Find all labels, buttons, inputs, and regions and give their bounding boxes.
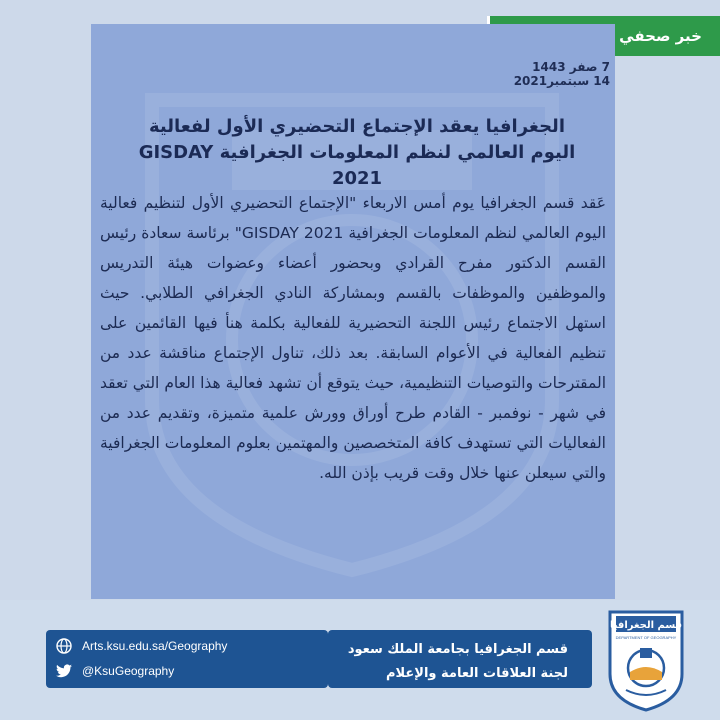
date-block bbox=[514, 60, 610, 88]
globe-icon bbox=[56, 638, 72, 654]
title-line-2: اليوم العالمي لنظم المعلومات الجغرافية GISDAY 2021 bbox=[138, 142, 576, 189]
gregorian-date: 14 سبتمبر2021 bbox=[513, 74, 610, 88]
website-link[interactable]: Arts.ksu.edu.sa/Geography bbox=[82, 639, 228, 653]
article-body: عَقد قسم الجغرافيا يوم أمس الاربعاء "الإجتماع التحضيري الأول لتنظيم فعالية اليوم العالمي لنظم المعلومات الجغرافية GISDAY 2021" برئاسة سعادة رئيس القسم الدكتور مفرح القرادي وبحضور أعضاء وعضوات هيئة التدريس والموظفين والموظفات بالقسم وبمشاركة النادي الجغرافي الطلابي. حيث استهل الاجتماع رئيس اللجنة التحضيرية للفعالية بكلمة هنأ فيها القائمين على تنظيم الفعالية في الأعوام السابقة. بعد ذلك، تناول الإجتماع مناقشة عدد من المقترحات والتوصيات التنظيمية، حيث يتوقع أن تشهد فعالية هذا العام التي تعقد في شهر - نوفمبر - القادم طرح أوراق وورش علمية متميزة، وتقديم عدد من الفعاليات التي تستهدف كافة المتخصصين والمهتمين بعلوم المعلومات الجغرافية والتي سيعلن عنها خلال وقت قريب بإذن الله. bbox=[100, 194, 607, 482]
website-row bbox=[56, 638, 227, 654]
twitter-handle[interactable]: @KsuGeography bbox=[82, 664, 175, 678]
twitter-icon bbox=[56, 664, 72, 678]
department-footer bbox=[328, 630, 592, 688]
logo-english-text: DEPARTMENT OF GEOGRAPHY bbox=[615, 635, 677, 640]
contact-footer bbox=[46, 630, 328, 688]
logo-arabic-text: قسم الجغرافيا bbox=[609, 620, 683, 631]
department-logo-icon bbox=[606, 608, 686, 712]
department-name: قسم الجغرافيا بجامعة الملك سعود bbox=[347, 642, 568, 657]
article-title bbox=[112, 114, 602, 192]
title-line-1: الجغرافيا يعقد الإجتماع التحضيري الأول لفعالية bbox=[148, 116, 565, 137]
twitter-row bbox=[56, 664, 174, 678]
hijri-date: 7 صفر 1443 bbox=[532, 60, 610, 74]
press-release-arabic: خبر صحفي bbox=[619, 27, 702, 45]
committee-name: لجنة العلاقات العامة والإعلام bbox=[385, 666, 568, 681]
